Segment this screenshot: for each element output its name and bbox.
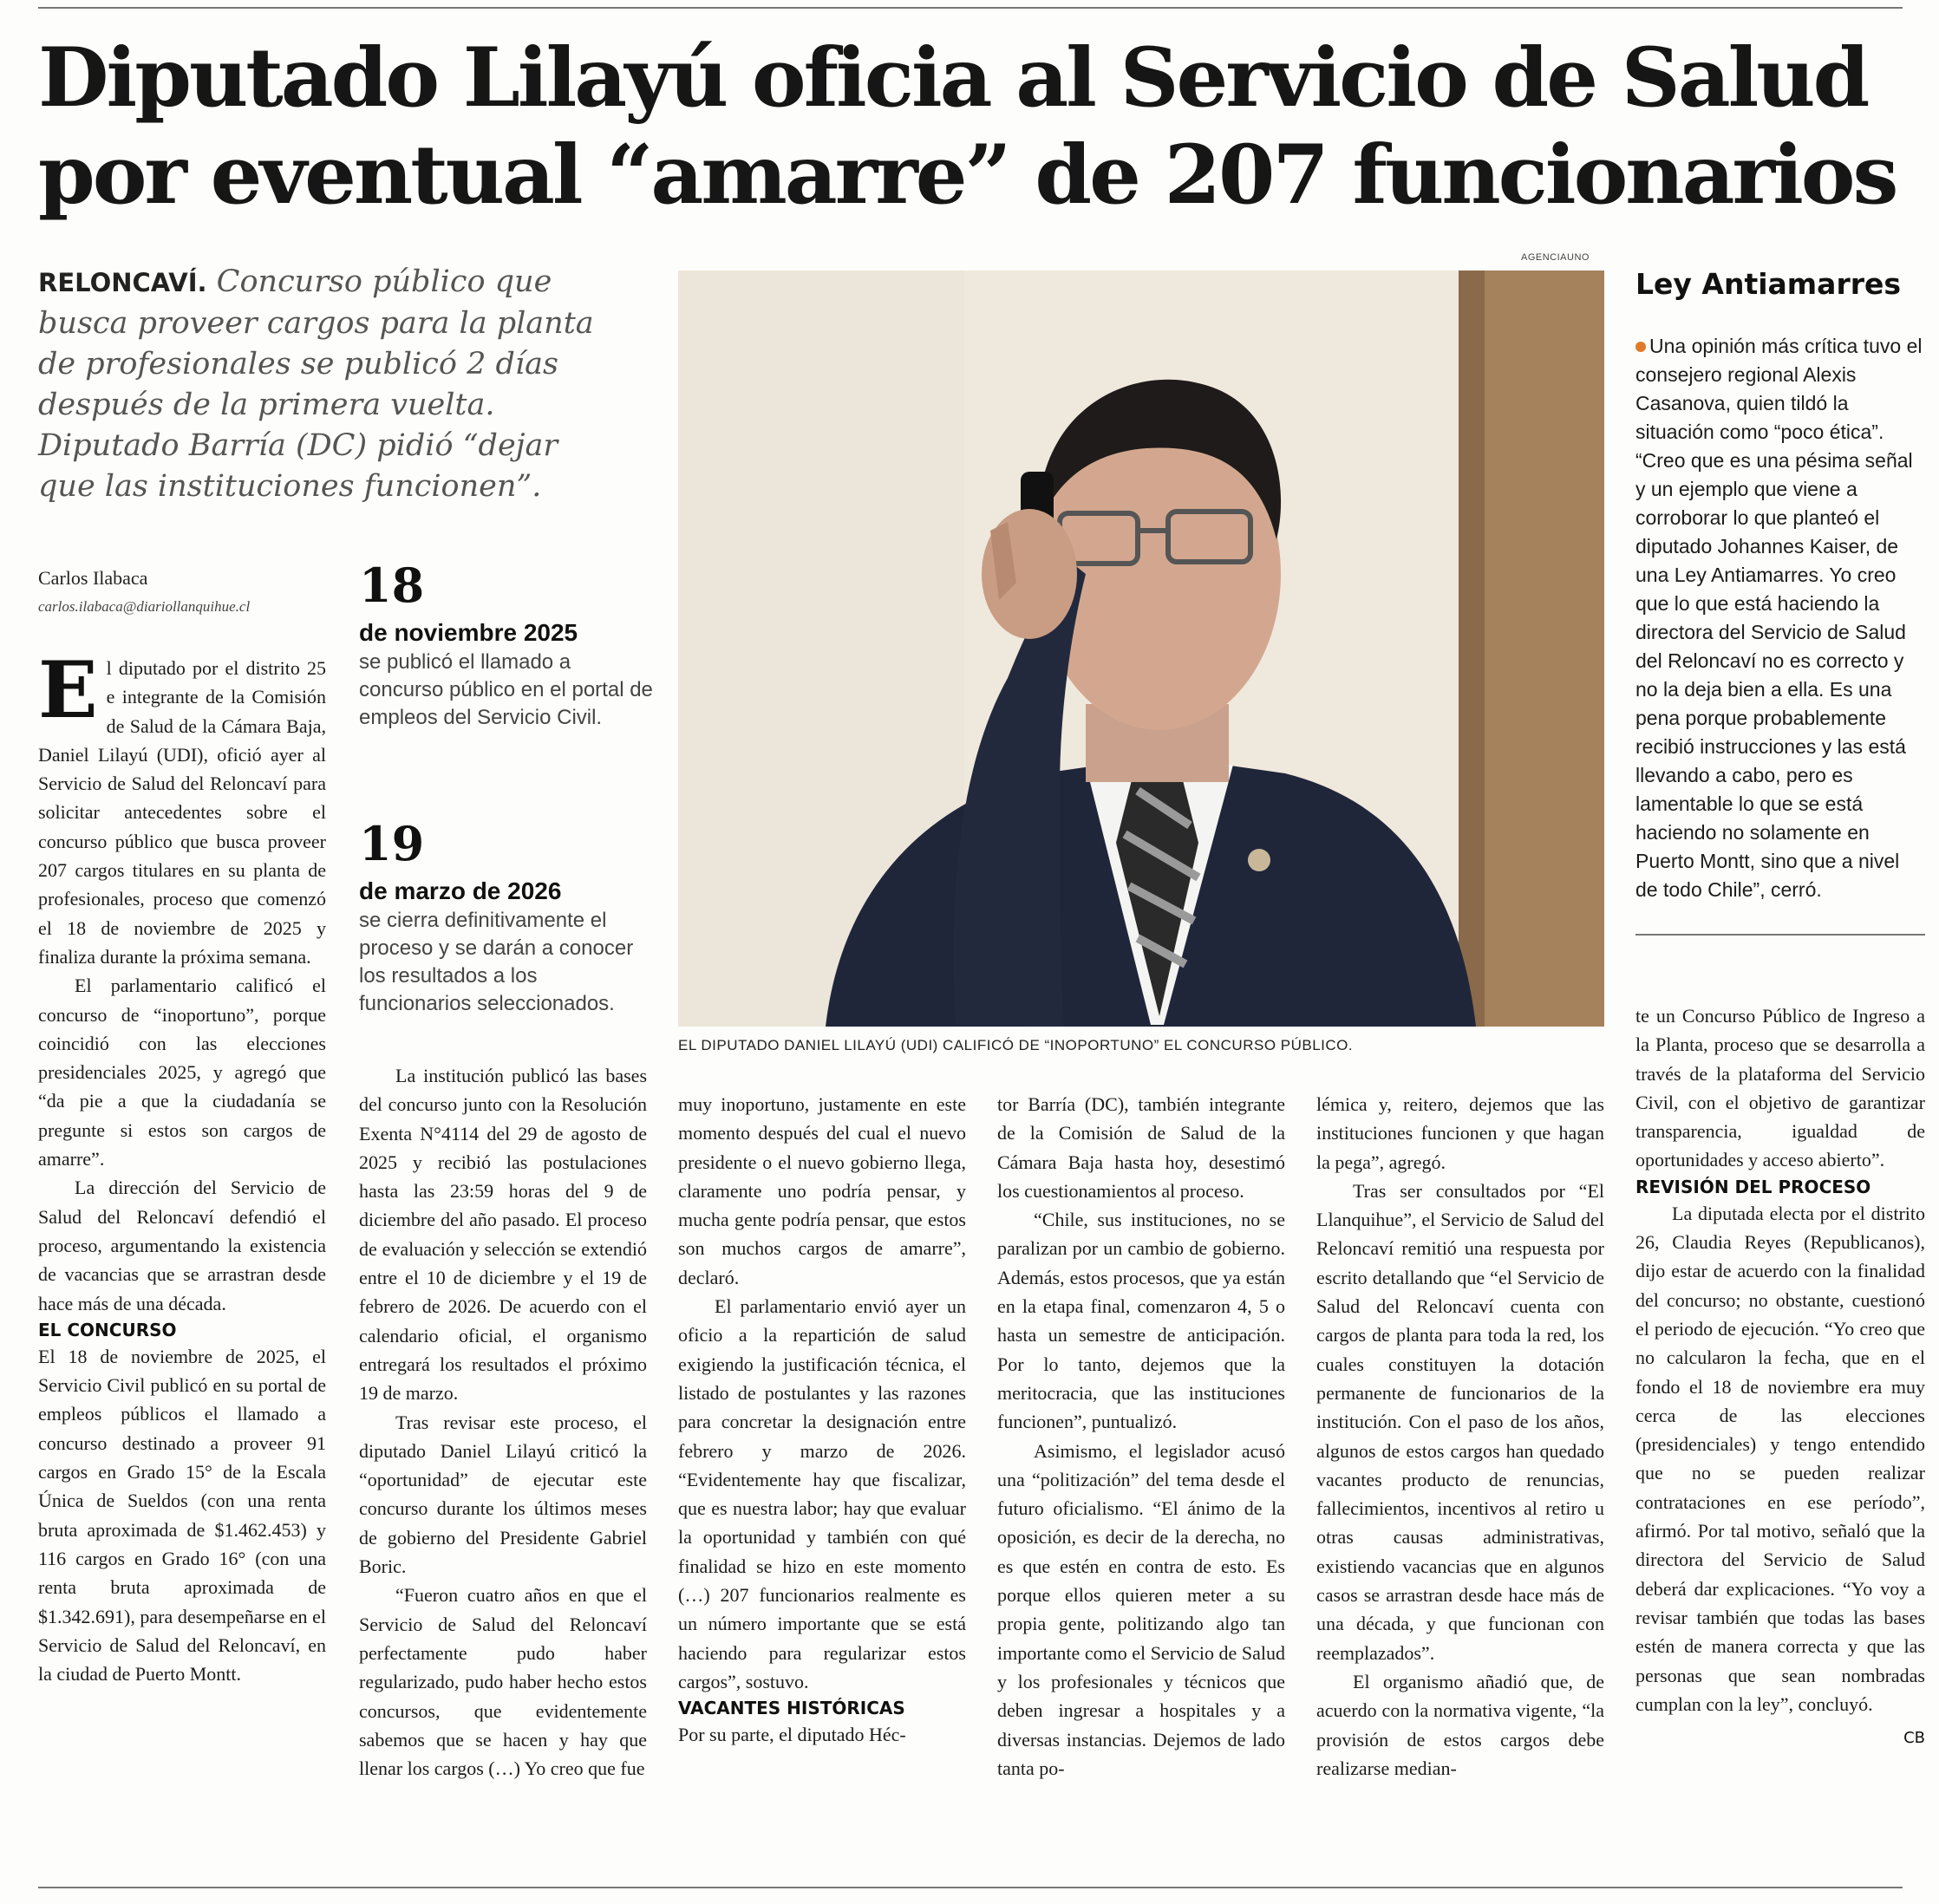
body-paragraph: El parlamentario envió ayer un oficio a la repartición de salud exigiendo la justificación técnica, el listado de postulantes y las razones para concretar la designación entre febrero y marzo de 2026. “Evidentemente hay que fiscalizar, que es nuestra labor; hay que evaluar la oportunidad y también con qué finalidad se hizo en este momento (…) 207 funcionarios realmente es un número importante que se está haciendo para regularizar estos cargos”, sostuvo. xyxy=(678,1295,966,1692)
body-paragraph: La dirección del Servicio de Salud del Reloncaví defendió el proceso, argumentando la existencia de vacancias que se arrastran desde hace más de una década. xyxy=(38,1177,326,1314)
body-column-3 xyxy=(678,1090,966,1750)
body-column-5 xyxy=(1316,1090,1604,1783)
body-paragraph: “Chile, sus instituciones, no se paralizan por un cambio de gobierno. Además, estos procesos, que ya están en la etapa final, comenzaron 4, 5 o hasta un semestre de anticipación. Por lo tanto, dejemos que la meritocracia, que las instituciones funcionen”, puntualizó. xyxy=(997,1209,1285,1433)
fact-number: 18 xyxy=(359,558,425,613)
photo-credit: AGENCIAUNO xyxy=(1521,252,1590,263)
politician-photo xyxy=(678,271,1604,1027)
fact-text: se cierra definitivamente el proceso y se darán a conocer los resultados a los funcionarios seleccionados. xyxy=(359,909,634,1015)
body-column-1 xyxy=(38,644,326,1688)
sidebar-text: Una opinión más crítica tuvo el consejero regional Alexis Casanova, quien tildó la situación como “poco ética”. “Creo que es una pésima señal y un ejemplo que viene a corroborar lo que planteó el diputado Johannes Kaiser, de una Ley Antiamarres. Yo creo que lo que está haciendo la directora del Servicio de Salud del Reloncaví no es correcto y no la deja bien a ella. Es una pena porque probablemente recibió instrucciones y las está llevando a cabo, pero es lamentable lo que se está haciendo no solamente en Puerto Montt, sino que a nivel de todo Chile”, cerró. xyxy=(1635,335,1923,901)
fact-date: de noviembre 2025 xyxy=(359,619,578,646)
section-subhead: REVISIÓN DEL PROCESO xyxy=(1635,1176,1871,1197)
orange-bullet-icon xyxy=(1635,342,1646,352)
section-subhead: EL CONCURSO xyxy=(38,1319,177,1340)
body-column-4 xyxy=(997,1090,1285,1783)
body-paragraph: muy inoportuno, justamente en este momento después del cual el nuevo presidente o el nuevo gobierno llega, claramente uno podría pensar, y mucha gente podría pensar, que estos son muchos cargos de amarre”, declaró. xyxy=(678,1093,966,1288)
body-paragraph: lémica y, reitero, dejemos que las instituciones funcionen y que hagan la pega”, agregó. xyxy=(1316,1093,1604,1173)
byline-email: carlos.ilabaca@diariollanquihue.cl xyxy=(38,598,251,615)
body-paragraph: tor Barría (DC), también integrante de la Comisión de Salud de la Cámara Baja hasta hoy, desestimó los cuestionamientos al proceso. xyxy=(997,1093,1285,1202)
photo-caption: EL DIPUTADO DANIEL LILAYÚ (UDI) CALIFICÓ DE “INOPORTUNO” EL CONCURSO PÚBLICO. xyxy=(678,1037,1354,1053)
body-paragraph: El parlamentario calificó el concurso de “inoportuno”, porque coincidió con las elecciones presidenciales 2025, y agregó que “da pie a que la ciudadanía se pregunte si estos son cargos de amarre”. xyxy=(38,975,326,1170)
sidebar-divider xyxy=(1635,934,1925,936)
body-paragraph: La diputada electa por el distrito 26, Claudia Reyes (Republicanos), dijo estar de acuerdo con la finalidad del concurso; no obstante, cuestionó el periodo de ejecución. “Yo creo que no calcularon la fecha, que en el fondo el 18 de noviembre era muy cerca de las elecciones (presidenciales) y tengo entendido que no se pueden realizar contrataciones en ese período”, afirmó. Por tal motivo, señaló que la directora del Servicio de Salud deberá dar explicaciones. “Yo voy a revisar también que todas las bases estén de manera correcta y que las personas que sean nombradas cumplan con la ley”, concluyó. CB xyxy=(1635,1199,1925,1718)
drop-cap: E xyxy=(38,644,98,736)
body-paragraph: Tras revisar este proceso, el diputado Daniel Lilayú criticó la “oportunidad” de ejecutar este concurso durante los últimos meses de gobierno del Presidente Gabriel Boric. xyxy=(359,1411,647,1578)
lead-kicker: RELONCAVÍ. xyxy=(38,268,207,297)
sidebar-title: Ley Antiamarres xyxy=(1635,267,1902,301)
top-rule xyxy=(38,7,1903,9)
body-paragraph: El diputado por el distrito 25 e integrante de la Comisión de Salud de la Cámara Baja, Daniel Lilayú (UDI), ofició ayer al Servicio de Salud del Reloncaví para solicitar antecedentes sobre el concurso público que busca proveer 207 cargos titulares en su planta de profesionales, proceso que comenzó el 18 de noviembre de 2025 y finaliza durante la próxima semana. xyxy=(38,644,326,968)
fact-text: se publicó el llamado a concurso público en el portal de empleos del Servicio Civil. xyxy=(359,650,653,729)
fact-number: 19 xyxy=(359,816,425,871)
body-paragraph: Por su parte, el diputado Héc- xyxy=(678,1724,906,1746)
byline-author: Carlos Ilabaca xyxy=(38,567,148,589)
body-paragraph: “Fueron cuatro años en que el Servicio de Salud del Reloncaví perfectamente pudo haber regularizado, pudo haber hecho estos concursos, que evidentemente sabemos que se hacen y hay que llenar los cargos (…) Yo creo que fue xyxy=(359,1584,647,1780)
body-paragraph: El 18 de noviembre de 2025, el Servicio Civil publicó en su portal de empleos públicos el llamado a concurso destinado a proveer 91 cargos en Grado 15° de la Escala Única de Sueldos (con una renta bruta aproximada de $1.462.453) y 116 cargos en Grado 16° (con una renta bruta aproximada de $1.342.691), para desempeñarse en el Servicio de Salud del Reloncaví, en la ciudad de Puerto Montt. xyxy=(38,1345,326,1686)
bottom-rule xyxy=(38,1887,1903,1888)
lead-text: Concurso público que busca proveer cargos para la planta de profesionales se publicó 2 días después de la primera vuelta. Diputado Barría (DC) pidió “dejar que las instituciones funcionen”. xyxy=(38,264,594,504)
body-paragraph: El organismo añadió que, de acuerdo con la normativa vigente, “la provisión de estos cargos debe realizarse median- xyxy=(1316,1670,1604,1779)
lead-paragraph xyxy=(38,262,600,507)
body-paragraph: La institución publicó las bases del concurso junto con la Resolución Exenta N°4114 del 29 de agosto de 2025 y recibió las postulaciones hasta las 23:59 horas del 9 de diciembre del año pasado. El proceso de evaluación y selección se extendió entre el 10 de diciembre y el 19 de febrero de 2026. De acuerdo con el calendario oficial, el organismo entregará los resultados el próximo 19 de marzo. xyxy=(359,1065,647,1405)
end-mark: CB xyxy=(1903,1729,1925,1748)
body-column-6 xyxy=(1635,1001,1925,1752)
fact-box-2 xyxy=(359,818,654,1018)
body-paragraph: Tras ser consultados por “El Llanquihue”, el Servicio de Salud del Reloncaví remitió una respuesta por escrito detallando que “el Servicio de Salud del Reloncaví cuenta con cargos de planta para toda la red, los cuales constituyen la dotación permanente de funcionarios de la institución. Con el paso de los años, algunos de estos cargos han quedado vacantes producto de renuncias, fallecimientos, incentivos al retiro u otras causas administrativas, existiendo vacancias que en algunos casos se arrastran desde hace más de una década, y que funcionan con reemplazados”. xyxy=(1316,1179,1604,1664)
body-paragraph: Asimismo, el legislador acusó una “politización” del tema desde el futuro oficialismo. “El ánimo de la oposición, es decir de la derecha, no es que estén en contra de esto. Es porque ellos quieren meter a su propia gente, politizando algo tan importante como el Servicio de Salud y los profesionales y técnicos que deben ingresar a hospitales y a diversas instancias. Dejemos de lado tanta po- xyxy=(997,1439,1285,1779)
headline: Diputado Lilayú oficia al Servicio de Salud por eventual “amarre” de 207 funcionarios xyxy=(38,30,1897,223)
body-paragraph: te un Concurso Público de Ingreso a la Planta, proceso que se desarrolla a través de la plataforma del Servicio Civil, con el objetivo de garantizar transparencia, igualdad de oportunidades y acceso abierto”. xyxy=(1635,1005,1925,1171)
body-column-2 xyxy=(359,1061,647,1783)
fact-box-1 xyxy=(359,560,654,732)
section-subhead: VACANTES HISTÓRICAS xyxy=(678,1698,905,1719)
fact-date: de marzo de 2026 xyxy=(359,877,562,904)
